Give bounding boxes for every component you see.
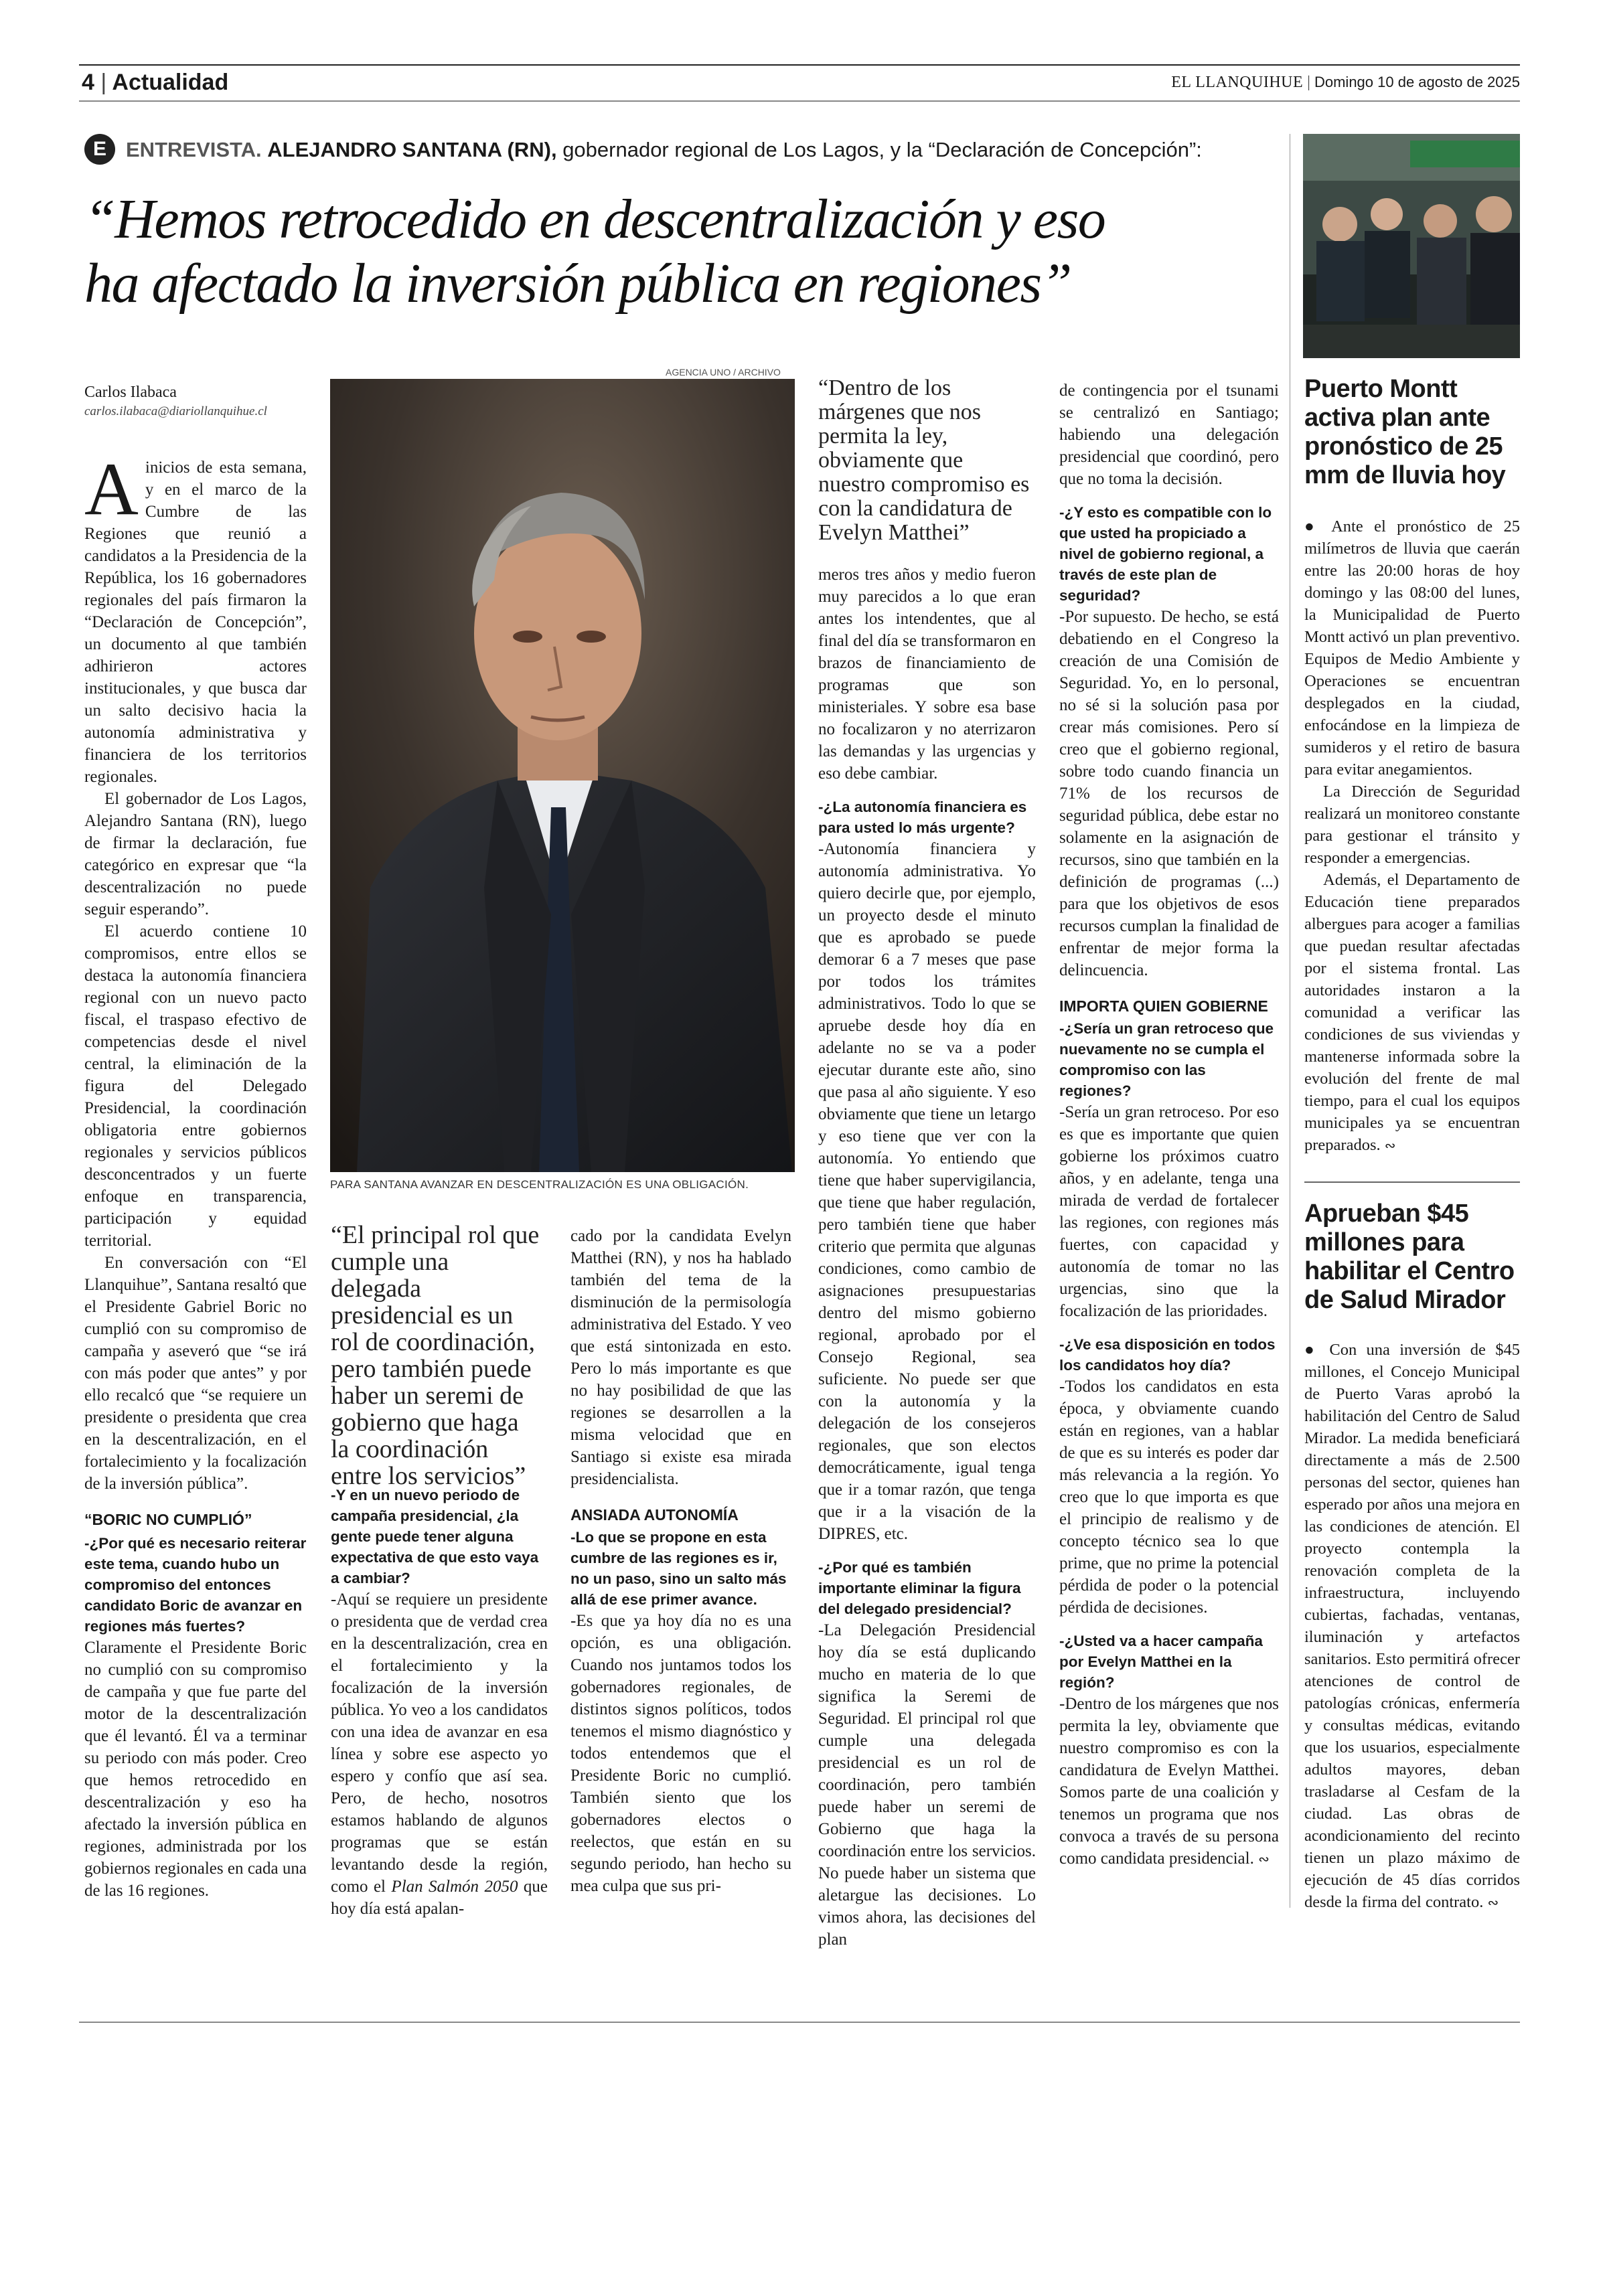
pull-quote-2: “Dentro de los márgenes que nos permita la ley, obviamente que nuestro compromiso es con la candidatura de Evelyn Matthei”	[818, 376, 1030, 545]
page-header-right: EL LLANQUIHUE | Domingo 10 de agosto de 2025	[1171, 74, 1520, 91]
article-column-3	[570, 1225, 791, 1897]
paragraph: de contingencia por el tsunami se centralizó en Santiago; habiendo una delegación presidencial que coordinó, pero que no toma la decisión.	[1059, 382, 1279, 488]
newspaper-name: EL LLANQUIHUE	[1171, 74, 1304, 91]
answer: Claramente el Presidente Boric no cumplió con su compromiso de campaña y que fue parte del motor de la descentralización que él levantó. Él va a terminar su periodo con más poder. Creo que hemos retrocedido en descentralización y eso ha afectado la inversión pública en regiones, administrada por los gobiernos regionales en cada una de las 16 regiones.	[84, 1639, 307, 1900]
section-name: Actualidad	[112, 70, 229, 95]
byline-email: carlos.ilabaca@diariollanquihue.cl	[84, 404, 267, 418]
interview-badge: E	[84, 134, 115, 165]
byline-author: Carlos Ilabaca	[84, 384, 177, 401]
photo-caption: PARA SANTANA AVANZAR EN DESCENTRALIZACIÓN ES UNA OBLIGACIÓN.	[330, 1178, 749, 1191]
article-column-2	[331, 1485, 548, 1920]
kicker	[126, 138, 1202, 162]
answer: -Autonomía financiera y autonomía administrativa. Yo quiero decirle que, por ejemplo, un proyecto desde el minuto que es aprobado se puede demorar 6 a 7 meses que pase por todos los trámites administrativos. Todo lo que se apruebe desde hoy día en adelante no se va a poder ejecutar durante este año, sino que pasa al año siguiente. Y eso obviamente que tiene un letargo y eso tiene que ver con la autonomía. Yo entiendo que tiene que haber supervigilancia, que tiene que haber regulación, pero también tiene que haber criterio que permita que algunas condiciones, como cambio de asignaciones presupuestarias dentro del mismo gobierno regional, aprobado por el Consejo Regional, sea suficiente. No puede ser que con la autonomía y la delegación de los consejeros regionales, que son electos democráticamente, igual tenga que ir a tomar razón, que tenga que ir a la visación de la DIPRES, etc.	[818, 840, 1036, 1543]
headline	[84, 187, 1105, 316]
side-story-1-headline: Puerto Montt activa plan ante pronóstico de 25 mm de lluvia hoy	[1304, 375, 1506, 489]
question: -Y en un nuevo periodo de campaña presidencial, ¿la gente puede tener alguna expectativa de que esto vaya a cambiar?	[331, 1487, 539, 1586]
kicker-subject: ALEJANDRO SANTANA (RN),	[267, 138, 557, 161]
answer: -Es que ya hoy día no es una opción, es una obligación. Cuando nos juntamos todos los gobernadores regionales, de distintos signos políticos, todos tenemos el mismo diagnóstico y todos entendemos que el Presidente Boric no cumplió. También siento que los gobernadores electos o reelectos, que están en su segundo periodo, han hecho su mea culpa que sus pri-	[570, 1612, 791, 1895]
kicker-label: ENTREVISTA.	[126, 138, 262, 161]
article-column-1	[84, 448, 307, 1902]
answer: -Por supuesto. De hecho, se está debatiendo en el Congreso la creación de una Comisión de Seguridad. Yo, en lo personal, no sé si la solución pasa por crear más comisiones. Pero sí creo que el gobierno regional, sobre todo cuando financia un 71% de los recursos de seguridad pública, debe estar no solamente en la asignación de recursos, sino que también en la definición de programas (...) para que los objetivos de esos recursos cumplan la finalidad de enfrentar de mejor forma la delincuencia.	[1059, 608, 1279, 979]
footer-rule	[79, 2022, 1520, 2023]
question: -¿Por qué es necesario reiterar este tema, cuando hubo un compromiso del entonces candidato Boric de avanzar en regiones más fuertes?	[84, 1535, 307, 1635]
headline-line-1: “Hemos retrocedido en descentralización y eso	[84, 188, 1105, 250]
bullet-icon: ●	[1304, 517, 1322, 536]
pull-quote-1: “El principal rol que cumple una delegada presidencial es un rol de coordinación, pero también puede haber un seremi de gobierno que haga la coordinación entre los servicios”	[331, 1221, 540, 1490]
kicker-rest: gobernador regional de Los Lagos, y la “Declaración de Concepción”:	[562, 138, 1202, 161]
photo-credit: AGENCIA UNO / ARCHIVO	[666, 367, 781, 378]
question: -¿Sería un gran retroceso que nuevamente no se cumpla el compromiso con las regiones?	[1059, 1020, 1274, 1099]
header-bottom-rule	[79, 100, 1520, 102]
answer: -Dentro de los márgenes que nos permita la ley, obviamente que nuestro compromiso es con la candidatura de Evelyn Matthei. Somos parte de una coalición y tenemos un programa que nos convoca a través de su persona como candidata presidencial. ∾	[1059, 1695, 1279, 1868]
issue-date: Domingo 10 de agosto de 2025	[1314, 74, 1520, 90]
page-header-left: 4 | Actualidad	[82, 70, 229, 95]
sidebar-photo	[1303, 134, 1520, 358]
paragraph: En conversación con “El Llanquihue”, Santana resaltó que el Presidente Gabriel Boric no cumplió con su compromiso de campaña y aseveró que “se irá con más poder que antes” y por ello recalcó que “se requiere un presidente o presidenta que crea en la descentralización, en el fortalecimiento y la focalización de la inversión pública”.	[84, 1254, 307, 1493]
paragraph: El acuerdo contiene 10 compromisos, entre ellos se destaca la autonomía financiera regional con un nuevo pacto fiscal, el traspaso efectivo de competencias desde el nivel central, la eliminación de la figura del Delegado Presidencial, la coordinación obligatoria entre gobiernos regionales y servicios públicos desconcentrados y un fuerte enfoque en transparencia, participación y equidad territorial.	[84, 922, 307, 1250]
article-column-4	[818, 564, 1036, 1951]
question: -¿Ve esa disposición en todos los candidatos hoy día?	[1059, 1336, 1276, 1374]
question: -¿Y esto es compatible con lo que usted ha propiciado a nivel de gobierno regional, a través de este plan de seguridad?	[1059, 504, 1272, 604]
paragraph: El gobernador de Los Lagos, Alejandro Santana (RN), luego de firmar la declaración, fue categórico en expresar que “la descentralización no puede seguir esperando”.	[84, 790, 307, 918]
answer: -La Delegación Presidencial hoy día se está duplicando mucho en materia de lo que significa la Seremi de Seguridad. El principal rol que cumple una delegada presidencial es un rol de coordinación, pero también puede haber un seremi de Gobierno que haga la coordinación entre los servicios. No puede haber un sistema que aletargue las decisiones. Lo vimos ahora, las decisiones del plan	[818, 1621, 1036, 1949]
end-mark-icon: ∾	[1258, 1852, 1270, 1867]
end-mark-icon: ∾	[1384, 1139, 1396, 1153]
side-story-1-body: ● Ante el pronóstico de 25 milímetros de lluvia que caerán entre las 20:00 horas de hoy domingo y las 08:00 del lunes, la Municipalidad de Puerto Montt activó un plan preventivo. Equipos de Medio Ambiente y Operaciones se encuentran desplegados en la ciudad, enfocándose en la limpieza de sumideros y el retiro de basura para evitar anegamientos. La Dirección de Seguridad realizará un monitoreo constante para gestionar el tránsito y responder a emergencias. Además, el Departamento de Educación tiene preparados albergues para acoger a familias que puedan resultar afectadas por el sistema frontal. Las autoridades instaron a la comunidad a verificar las condiciones de sus viviendas y mantenerse informada sobre la evolución del frente de mal tiempo, para el cual los equipos municipales ya se encuentran preparados. ∾	[1304, 517, 1520, 1154]
subheading: “BORIC NO CUMPLIÓ”	[84, 1511, 252, 1528]
bullet-icon: ●	[1304, 1341, 1320, 1359]
headline-line-2: ha afectado la inversión pública en regiones”	[84, 252, 1071, 315]
subheading: ANSIADA AUTONOMÍA	[570, 1506, 739, 1524]
side-story-2-headline: Aprueban $45 millones para habilitar el Centro de Salud Mirador	[1304, 1200, 1515, 1314]
byline	[84, 384, 305, 419]
drop-cap: A	[84, 448, 139, 531]
paragraph: cado por la candidata Evelyn Matthei (RN), y nos ha hablado también del tema de la disminución de la permisología administrativa del Estado. Y veo que está sintonizada en esto. Pero lo más importante es que no hay posibilidad de que las regiones se desarrollen a la misma velocidad que en Santiago si existe esa mirada presidencialista.	[570, 1227, 791, 1488]
answer: -Todos los candidatos en esta época, y obviamente cuando están en regiones, van a hablar de que es su interés es poder dar más relevancia a la región. Yo creo que lo que importa es que el principio de realismo y de concepto técnico sea lo que prime, que no prime la potencial pérdida de poder o la potencial pérdida de decisiones.	[1059, 1378, 1279, 1617]
question: -¿Por qué es también importante eliminar la figura del delegado presidencial?	[818, 1559, 1021, 1617]
article-column-5	[1059, 380, 1279, 1871]
side-story-2-body: ● Con una inversión de $45 millones, el Concejo Municipal de Puerto Varas aprobó la habilitación del Centro de Salud Mirador. La medida beneficiará directamente a más de 2.500 personas del sector, quienes han esperado por años una mejora en las condiciones de atención. El proyecto contempla la renovación completa de la infraestructura, incluyendo cubiertas, fachadas, ventanas, iluminación y artefactos sanitarios. Esto permitirá ofrecer atenciones de control de patologías crónicas, enfermería y consultas médicas, evitando que los usuarios, especialmente adultos mayores, deban trasladarse al Cesfam de la ciudad. Las obras de acondicionamiento del recinto tienen un plazo máximo de ejecución de 45 días corridos desde la firma del contrato. ∾	[1304, 1341, 1520, 1911]
answer: -Aquí se requiere un presidente o presidenta que de verdad crea en la descentralización, crea en el fortalecimiento y la focalización de la inversión pública. Yo veo a los candidatos con una idea de avanzar en esa línea y sobre ese aspecto yo espero y confío que así sea. Pero, de hecho, nosotros estamos hablando de algunos programas que se están levantando desde la región, como el Plan Salmón 2050 que hoy día está apalan-	[331, 1590, 548, 1918]
question: -¿Usted va a hacer campaña por Evelyn Matthei en la región?	[1059, 1633, 1263, 1691]
page-number: 4	[82, 70, 94, 95]
question: -Lo que se propone en esta cumbre de las regiones es ir, no un paso, sino un salto más allá de ese primer avance.	[570, 1529, 787, 1608]
main-photo	[330, 379, 795, 1172]
paragraph: meros tres años y medio fueron muy parecidos a lo que eran antes los intendentes, que al final del día se transformaron en brazos de financiamiento de programas que son ministeriales. Y sobre esa base no focalizaron y no aterrizaron las demandas y las urgencias y eso debe cambiar.	[818, 566, 1036, 783]
question: -¿La autonomía financiera es para usted lo más urgente?	[818, 799, 1027, 836]
header-top-rule	[79, 64, 1520, 66]
subheading: IMPORTA QUIEN GOBIERNE	[1059, 997, 1268, 1015]
sidebar-separator	[1304, 1181, 1520, 1183]
end-mark-icon: ∾	[1487, 1896, 1499, 1910]
lead-paragraph: Ainicios de esta semana, y en el marco de la Cumbre de las Regiones que reunió a candidatos a la Presidencia de la República, los 16 gobernadores regionales del país firmaron la “Declaración de Concepción”, un documento al que también adhirieron actores institucionales, y que busca dar un salto decisivo hacia la autonomía administrativa y financiera de los territorios regionales.	[84, 448, 307, 786]
answer: -Sería un gran retroceso. Por eso es que es importante que quien gobierne los próximos cuatro años, y en adelante, tenga una mirada de verdad de fortalecer las regiones, con regiones más fuertes, con capacidad y autonomía de tomar no las urgencias, sino que la focalización de las prioridades.	[1059, 1103, 1279, 1320]
